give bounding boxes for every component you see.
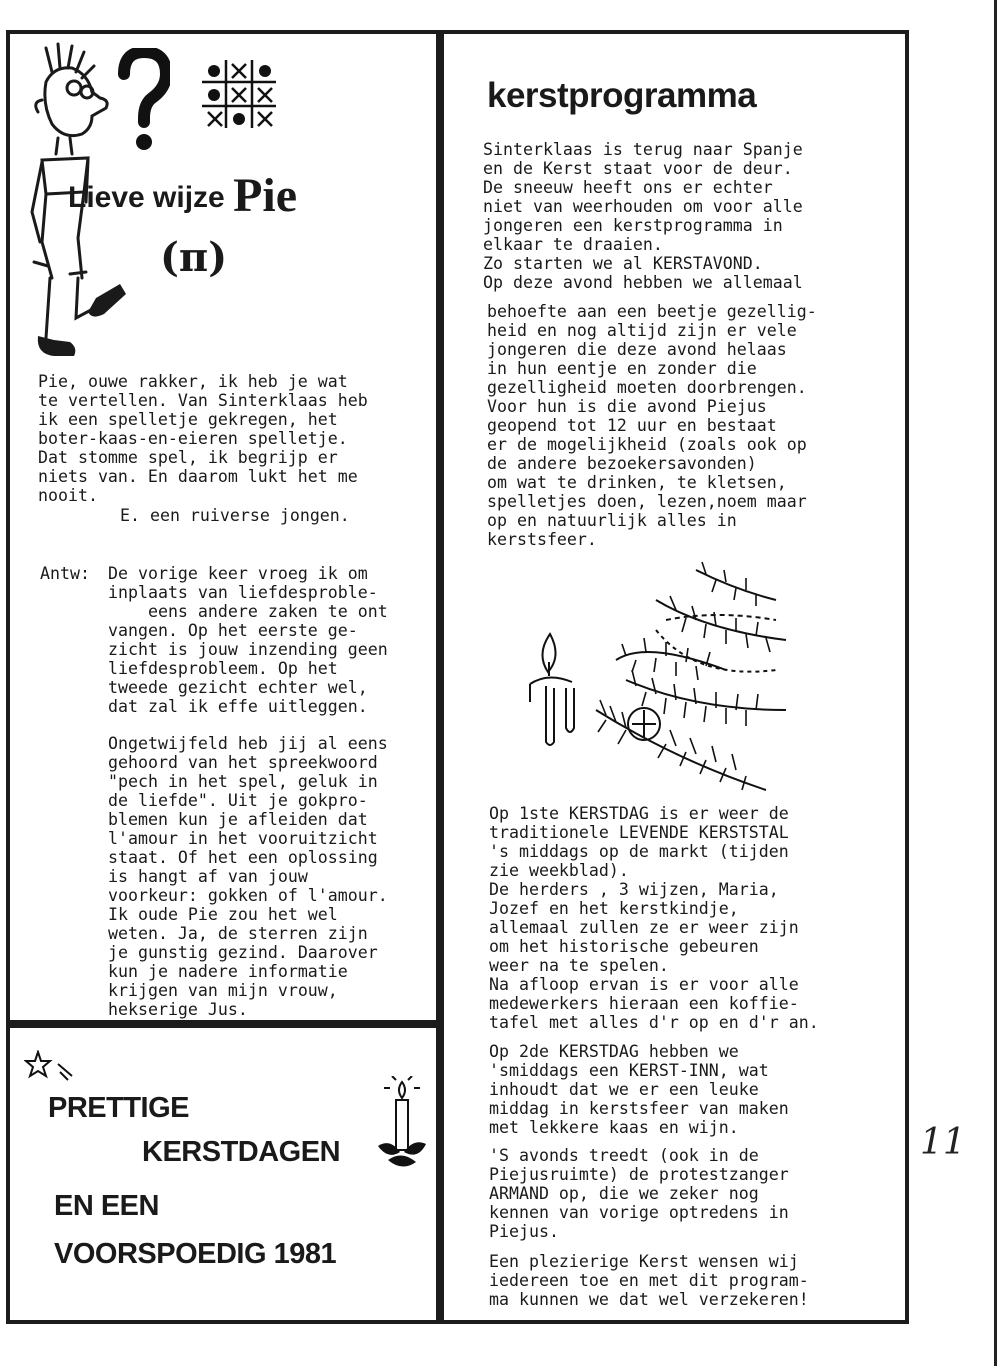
reader-letter: Pie, ouwe rakker, ik heb je wat te vertellen. Van Sinterklaas heb ik een spelletje gekregen, het boter-kaas-en-eieren spelletje. Dat stomme spel, ik begrijp er niets van. En daarom lukt het me nooit. (38, 372, 368, 505)
article-intro: Sinterklaas is terug naar Spanje en de Kerst staat voor de deur. De sneeuw heeft ons er echter niet van weerhouden om voor alle jongeren een kerstprogramma in elkaar te draaien. Zo starten we al KERSTAVOND. Op deze avond hebben we allemaal (483, 140, 803, 292)
star-icon (24, 1050, 80, 1084)
scan-edge-line (994, 0, 997, 1366)
greeting-line-2: KERSTDAGEN (142, 1136, 341, 1168)
answer-paragraph-2: Ongetwijfeld heb jij al eens gehoord van het spreekwoord "pech in het spel, geluk in de liefde". Uit je gokpro- blemen kun je afleiden dat l'amour in het vooruitzicht staat. Of het een oplossing is hangt af van jouw voorkeur: gokken of l'amour. Ik oude Pie zou het wel weten. Ja, de sterren zijn je gunstig gezind. Daarover kun je nadere informatie krijgen van mijn vrouw, hekserige Jus. (108, 734, 388, 1019)
column-title-pie: Pie (233, 169, 298, 222)
tic-tac-toe-grid-icon (200, 58, 278, 130)
page-mark: 11 (920, 1122, 966, 1163)
column-title-lead: Lieve wijze (68, 181, 225, 214)
article-paragraph-1ste-kerstdag: Op 1ste KERSTDAG is er weer de traditionele LEVENDE KERSTSTAL 's middags op de markt (tijden zie weekblad). De herders , 3 wijzen, Maria, Jozef en het kerstkindje, allemaal zullen ze er weer zijn om het historische gebeuren weer na te spelen. Na afloop ervan is er voor alle medewerkers hieraan een koffie- tafel met alles d'r op en d'r an. (489, 804, 819, 1032)
article-title: kerstprogramma (487, 76, 757, 115)
pi-symbol: (π) (160, 234, 228, 281)
article-paragraph-kerstavond: behoefte aan een beetje gezellig- heid en nog altijd zijn er vele jongeren die deze avond helaas in hun eentje en zonder die gezelligheid moeten doorbrengen. Voor hun is die avond Piejus geopend tot 12 uur en bestaat er de mogelijkheid (zoals ook op de andere bezoekersavonden) om wat te drinken, te kletsen, spelletjes doen, lezen,noem maar op en natuurlijk alles in kerstsfeer. (487, 302, 817, 549)
answer-label: Antw: (40, 564, 90, 583)
article-paragraph-avond: 'S avonds treedt (ook in de Piejusruimte) de protestzanger ARMAND op, die we zeker nog kennen van vorige optredens in Piejus. (489, 1146, 789, 1241)
christmas-branch-illustration (586, 560, 806, 796)
article-closing: Een plezierige Kerst wensen wij iedereen toe en met dit program- ma kunnen we dat wel verzekeren! (489, 1252, 809, 1309)
greeting-line-4: VOORSPOEDIG 1981 (54, 1238, 337, 1270)
section-divider (6, 1020, 440, 1028)
question-mark-icon (118, 48, 170, 152)
article-paragraph-2de-kerstdag: Op 2de KERSTDAG hebben we 'smiddags een KERST-INN, wat inhoudt dat we er een leuke middag in kerstsfeer van maken met lekkere kaas en wijn. (489, 1042, 789, 1137)
column-title (68, 168, 297, 223)
letter-signature: E. een ruiverse jongen. (120, 506, 350, 525)
candle-icon (522, 632, 582, 752)
column-divider (436, 30, 444, 1324)
answer-paragraph-1: De vorige keer vroeg ik om inplaats van liefdesproble- eens andere zaken te ont vangen. Op het eerste ge- zicht is jouw inzending geen liefdesprobleem. Op het tweede gezicht echter wel, dat zal ik effe uitleggen. (108, 564, 388, 716)
greeting-line-1: PRETTIGE (48, 1092, 190, 1124)
greeting-line-3: EN EEN (54, 1190, 159, 1222)
candle-holly-icon (374, 1076, 430, 1176)
